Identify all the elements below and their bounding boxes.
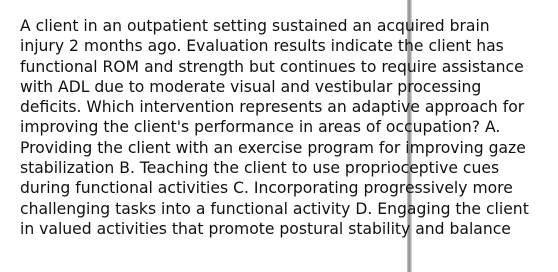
question-line: deficits. Which intervention represents an adaptive approach for — [20, 98, 525, 117]
question-text — [20, 16, 529, 239]
question-line: stabilization B. Teaching the client to use proprioceptive cues — [20, 159, 500, 178]
question-line: improving the client's performance in areas of occupation? A. — [20, 118, 501, 137]
question-line: during functional activities C. Incorporating progressively more — [20, 179, 513, 198]
question-line: challenging tasks into a functional activity D. Engaging the client — [20, 199, 529, 218]
question-line: in valued activities that promote postural stability and balance — [20, 219, 511, 238]
question-line: functional ROM and strength but continues to require assistance — [20, 57, 524, 76]
question-line: injury 2 months ago. Evaluation results indicate the client has — [20, 37, 504, 56]
question-line: with ADL due to moderate visual and vestibular processing — [20, 77, 482, 96]
question-line: Providing the client with an exercise program for improving gaze — [20, 138, 526, 157]
question-line: A client in an outpatient setting sustained an acquired brain — [20, 17, 490, 35]
